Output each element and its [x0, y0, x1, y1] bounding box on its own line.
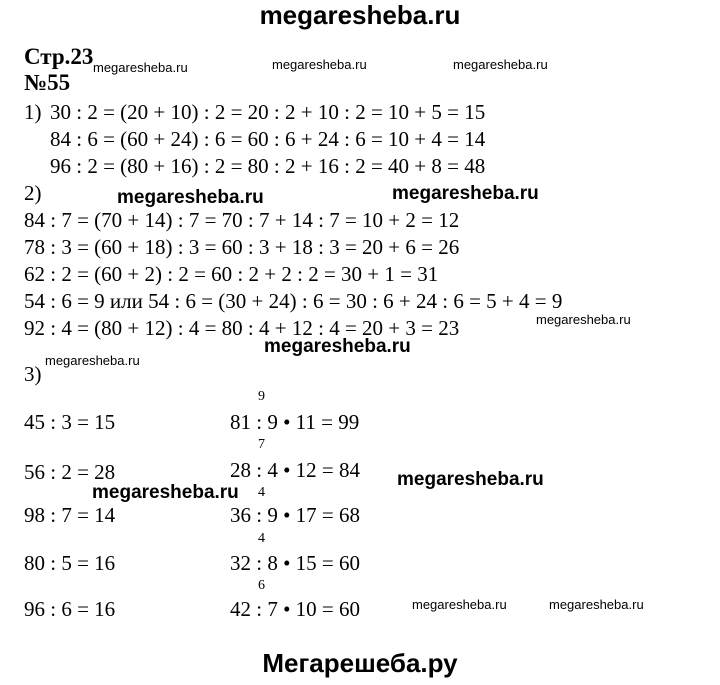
part3-left-line: 56 : 2 = 28: [24, 460, 116, 484]
part3-left-line: 45 : 3 = 15: [24, 410, 116, 434]
page-label: Стр.23: [24, 44, 94, 69]
part2-label: 2): [24, 181, 42, 205]
part3-right-line: 28 : 4 • 12 = 84: [230, 458, 361, 482]
part3-right-line: 81 : 9 • 11 = 99: [230, 410, 360, 434]
part3-mark: 4: [258, 531, 265, 546]
part3-right-line: 32 : 8 • 15 = 60: [230, 551, 361, 575]
watermark-big: megaresheba.ru: [392, 183, 539, 204]
watermark-big: megaresheba.ru: [117, 187, 264, 208]
part3-left-line: 96 : 6 = 16: [24, 597, 116, 621]
part3-label: 3): [24, 362, 42, 386]
part2-line: 54 : 6 = 9 или 54 : 6 = (30 + 24) : 6 = 30 : 6 + 24 : 6 = 5 + 4 = 9: [24, 289, 563, 313]
exercise-number: №55: [24, 70, 71, 95]
watermark-big: megaresheba.ru: [92, 482, 239, 503]
part2-line: 62 : 2 = (60 + 2) : 2 = 60 : 2 + 2 : 2 = 30 + 1 = 31: [24, 262, 439, 286]
part2-line: 92 : 4 = (80 + 12) : 4 = 80 : 4 + 12 : 4 = 20 + 3 = 23: [24, 316, 460, 340]
watermark-small: megaresheba.ru: [549, 597, 644, 612]
part3-left-line: 80 : 5 = 16: [24, 551, 116, 575]
part3-left-line: 98 : 7 = 14: [24, 503, 116, 527]
watermark-small: megaresheba.ru: [45, 353, 140, 368]
part1-line: 30 : 2 = (20 + 10) : 2 = 20 : 2 + 10 : 2 = 10 + 5 = 15: [50, 100, 486, 124]
part3-right-line: 42 : 7 • 10 = 60: [230, 597, 361, 621]
part2-line: 78 : 3 = (60 + 18) : 3 = 60 : 3 + 18 : 3 = 20 + 6 = 26: [24, 235, 460, 259]
watermark-big: megaresheba.ru: [264, 336, 411, 357]
watermark-small: megaresheba.ru: [412, 597, 507, 612]
part1-line: 84 : 6 = (60 + 24) : 6 = 60 : 6 + 24 : 6 = 10 + 4 = 14: [50, 127, 486, 151]
site-footer: Мегарешеба.ру: [262, 648, 458, 678]
site-header: megaresheba.ru: [259, 0, 461, 30]
part3-mark: 4: [258, 485, 265, 500]
watermark-small: megaresheba.ru: [93, 60, 188, 75]
watermark-big: megaresheba.ru: [397, 469, 544, 490]
part1-line: 96 : 2 = (80 + 16) : 2 = 80 : 2 + 16 : 2 = 40 + 8 = 48: [50, 154, 486, 178]
part2-line: 84 : 7 = (70 + 14) : 7 = 70 : 7 + 14 : 7 = 10 + 2 = 12: [24, 208, 460, 232]
part1-label: 1): [24, 100, 42, 124]
part3-mark: 9: [258, 389, 265, 404]
part3-mark: 7: [258, 437, 265, 452]
part3-mark: 6: [258, 578, 265, 593]
watermark-small: megaresheba.ru: [536, 312, 631, 327]
watermark-small: megaresheba.ru: [453, 57, 548, 72]
part3-right-line: 36 : 9 • 17 = 68: [230, 503, 361, 527]
watermark-small: megaresheba.ru: [272, 57, 367, 72]
